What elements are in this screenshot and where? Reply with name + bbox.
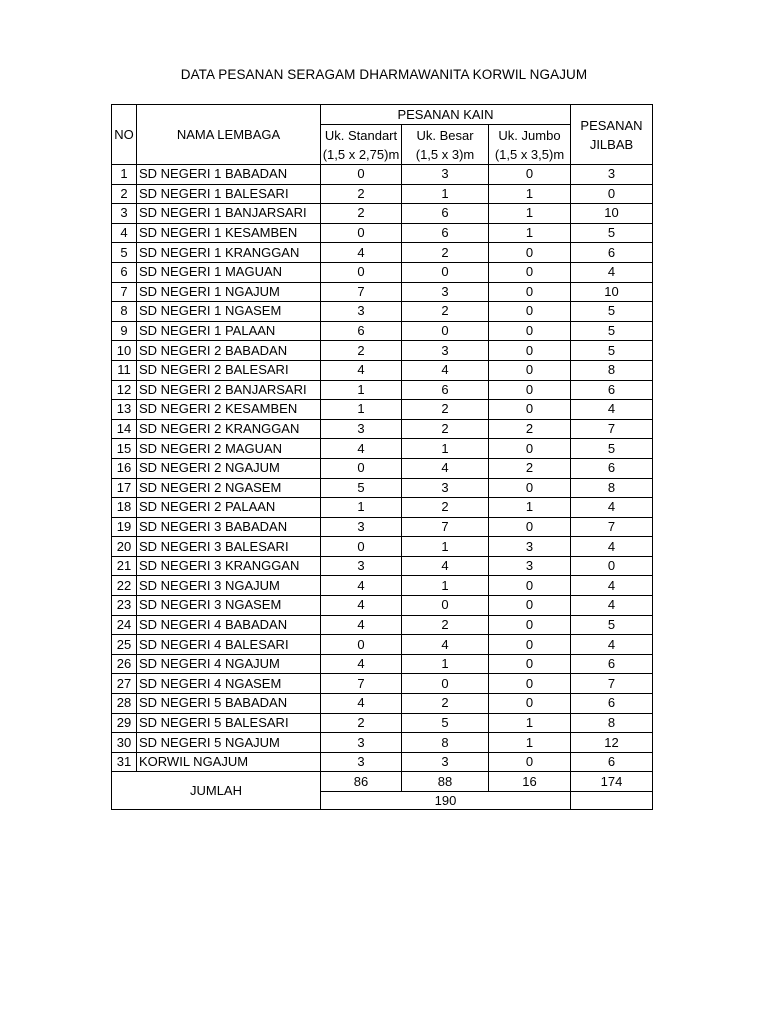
header-standart-line1: Uk. Standart (324, 127, 398, 143)
row-besar: 4 (402, 458, 489, 478)
row-nama-lembaga: SD NEGERI 2 MAGUAN (137, 439, 321, 459)
row-no: 12 (112, 380, 137, 400)
row-no: 26 (112, 654, 137, 674)
row-nama-lembaga: SD NEGERI 2 NGAJUM (137, 458, 321, 478)
table-row (112, 517, 653, 537)
row-jumbo: 0 (489, 321, 571, 341)
row-no: 4 (112, 223, 137, 243)
row-besar: 4 (402, 635, 489, 655)
row-jumbo: 0 (489, 341, 571, 361)
row-standart: 2 (321, 341, 402, 361)
header-no: NO (112, 105, 137, 165)
row-standart: 6 (321, 321, 402, 341)
row-standart: 1 (321, 400, 402, 420)
table-row (112, 596, 653, 616)
row-jumbo: 0 (489, 380, 571, 400)
row-no: 29 (112, 713, 137, 733)
row-jilbab: 6 (571, 243, 653, 263)
total-label: JUMLAH (112, 772, 321, 810)
row-besar: 0 (402, 321, 489, 341)
row-nama-lembaga: SD NEGERI 5 BALESARI (137, 713, 321, 733)
header-pesanan-jilbab (571, 105, 653, 165)
header-uk-standart (321, 125, 402, 165)
total-kain-combined: 190 (321, 792, 571, 810)
row-besar: 2 (402, 302, 489, 322)
row-jilbab: 4 (571, 635, 653, 655)
total-besar: 88 (402, 772, 489, 792)
table-row (112, 302, 653, 322)
row-besar: 4 (402, 556, 489, 576)
row-jumbo: 1 (489, 713, 571, 733)
row-nama-lembaga: SD NEGERI 2 BALESARI (137, 360, 321, 380)
row-nama-lembaga: SD NEGERI 1 PALAAN (137, 321, 321, 341)
row-nama-lembaga: SD NEGERI 4 BALESARI (137, 635, 321, 655)
table-row (112, 184, 653, 204)
total-standart: 86 (321, 772, 402, 792)
row-standart: 4 (321, 576, 402, 596)
header-besar-line2: (1,5 x 3)m (415, 146, 475, 162)
row-standart: 0 (321, 262, 402, 282)
row-no: 1 (112, 165, 137, 185)
orders-table (111, 104, 653, 810)
row-jumbo: 1 (489, 733, 571, 753)
row-besar: 3 (402, 752, 489, 772)
row-nama-lembaga: KORWIL NGAJUM (137, 752, 321, 772)
row-jumbo: 0 (489, 243, 571, 263)
row-no: 16 (112, 458, 137, 478)
row-nama-lembaga: SD NEGERI 4 BABADAN (137, 615, 321, 635)
row-jilbab: 0 (571, 556, 653, 576)
row-jumbo: 0 (489, 674, 571, 694)
row-jilbab: 5 (571, 302, 653, 322)
row-nama-lembaga: SD NEGERI 1 NGAJUM (137, 282, 321, 302)
header-jumbo-line1: Uk. Jumbo (498, 127, 561, 143)
row-no: 24 (112, 615, 137, 635)
row-besar: 6 (402, 380, 489, 400)
row-jumbo: 2 (489, 419, 571, 439)
table-row (112, 458, 653, 478)
row-standart: 3 (321, 556, 402, 576)
row-jumbo: 0 (489, 360, 571, 380)
row-no: 3 (112, 204, 137, 224)
row-nama-lembaga: SD NEGERI 1 BALESARI (137, 184, 321, 204)
row-jilbab: 6 (571, 654, 653, 674)
row-jumbo: 0 (489, 596, 571, 616)
row-besar: 2 (402, 243, 489, 263)
row-jumbo: 1 (489, 498, 571, 518)
row-no: 23 (112, 596, 137, 616)
header-uk-besar (402, 125, 489, 165)
row-jilbab: 0 (571, 184, 653, 204)
row-jilbab: 6 (571, 694, 653, 714)
row-jilbab: 4 (571, 400, 653, 420)
row-nama-lembaga: SD NEGERI 3 BALESARI (137, 537, 321, 557)
row-standart: 1 (321, 380, 402, 400)
row-no: 27 (112, 674, 137, 694)
row-standart: 4 (321, 439, 402, 459)
row-no: 15 (112, 439, 137, 459)
row-no: 20 (112, 537, 137, 557)
row-jilbab: 7 (571, 674, 653, 694)
row-nama-lembaga: SD NEGERI 3 BABADAN (137, 517, 321, 537)
row-nama-lembaga: SD NEGERI 1 KRANGGAN (137, 243, 321, 263)
row-standart: 4 (321, 360, 402, 380)
row-no: 28 (112, 694, 137, 714)
row-standart: 0 (321, 537, 402, 557)
row-jilbab: 5 (571, 615, 653, 635)
row-no: 2 (112, 184, 137, 204)
row-nama-lembaga: SD NEGERI 2 KRANGGAN (137, 419, 321, 439)
row-nama-lembaga: SD NEGERI 3 NGASEM (137, 596, 321, 616)
row-jumbo: 0 (489, 302, 571, 322)
header-uk-jumbo (489, 125, 571, 165)
row-besar: 1 (402, 576, 489, 596)
table-row (112, 262, 653, 282)
row-nama-lembaga: SD NEGERI 2 PALAAN (137, 498, 321, 518)
row-jumbo: 0 (489, 517, 571, 537)
row-no: 19 (112, 517, 137, 537)
table-row (112, 635, 653, 655)
row-nama-lembaga: SD NEGERI 2 BABADAN (137, 341, 321, 361)
table-row (112, 321, 653, 341)
row-standart: 3 (321, 752, 402, 772)
row-jilbab: 5 (571, 223, 653, 243)
row-jilbab: 4 (571, 576, 653, 596)
row-besar: 3 (402, 165, 489, 185)
table-row (112, 713, 653, 733)
row-nama-lembaga: SD NEGERI 1 KESAMBEN (137, 223, 321, 243)
table-row (112, 498, 653, 518)
row-besar: 3 (402, 282, 489, 302)
row-standart: 0 (321, 223, 402, 243)
row-besar: 1 (402, 184, 489, 204)
row-no: 14 (112, 419, 137, 439)
table-row (112, 674, 653, 694)
row-no: 18 (112, 498, 137, 518)
row-jilbab: 5 (571, 439, 653, 459)
table-row (112, 419, 653, 439)
row-jumbo: 3 (489, 537, 571, 557)
row-nama-lembaga: SD NEGERI 3 KRANGGAN (137, 556, 321, 576)
row-no: 5 (112, 243, 137, 263)
row-jilbab: 6 (571, 752, 653, 772)
row-standart: 0 (321, 635, 402, 655)
row-nama-lembaga: SD NEGERI 1 NGASEM (137, 302, 321, 322)
row-nama-lembaga: SD NEGERI 2 NGASEM (137, 478, 321, 498)
row-jilbab: 7 (571, 517, 653, 537)
row-no: 25 (112, 635, 137, 655)
row-no: 7 (112, 282, 137, 302)
row-standart: 0 (321, 458, 402, 478)
row-jilbab: 10 (571, 282, 653, 302)
table-row (112, 223, 653, 243)
row-besar: 7 (402, 517, 489, 537)
row-nama-lembaga: SD NEGERI 2 BANJARSARI (137, 380, 321, 400)
row-standart: 3 (321, 733, 402, 753)
row-besar: 2 (402, 694, 489, 714)
row-jumbo: 1 (489, 204, 571, 224)
header-pesanan-kain: PESANAN KAIN (321, 105, 571, 125)
row-jilbab: 8 (571, 478, 653, 498)
header-standart-line2: (1,5 x 2,75)m (322, 146, 400, 162)
row-jilbab: 6 (571, 458, 653, 478)
total-jumbo: 16 (489, 772, 571, 792)
table-row (112, 439, 653, 459)
row-standart: 4 (321, 596, 402, 616)
row-besar: 2 (402, 498, 489, 518)
row-jilbab: 5 (571, 321, 653, 341)
row-nama-lembaga: SD NEGERI 4 NGASEM (137, 674, 321, 694)
row-besar: 6 (402, 204, 489, 224)
row-besar: 2 (402, 419, 489, 439)
document-title: DATA PESANAN SERAGAM DHARMAWANITA KORWIL NGAJUM (180, 67, 588, 82)
row-nama-lembaga: SD NEGERI 1 BABADAN (137, 165, 321, 185)
table-row (112, 733, 653, 753)
header-nama-lembaga: NAMA LEMBAGA (137, 105, 321, 165)
row-nama-lembaga: SD NEGERI 5 BABADAN (137, 694, 321, 714)
row-jumbo: 1 (489, 223, 571, 243)
row-jumbo: 0 (489, 615, 571, 635)
row-jilbab: 5 (571, 341, 653, 361)
row-jumbo: 0 (489, 635, 571, 655)
table-row (112, 694, 653, 714)
row-no: 11 (112, 360, 137, 380)
row-no: 21 (112, 556, 137, 576)
row-jumbo: 0 (489, 576, 571, 596)
row-jilbab: 4 (571, 596, 653, 616)
row-standart: 4 (321, 243, 402, 263)
row-no: 9 (112, 321, 137, 341)
row-nama-lembaga: SD NEGERI 3 NGAJUM (137, 576, 321, 596)
row-besar: 2 (402, 400, 489, 420)
row-jumbo: 0 (489, 282, 571, 302)
table-row (112, 341, 653, 361)
table-row (112, 615, 653, 635)
row-jumbo: 0 (489, 654, 571, 674)
row-besar: 0 (402, 596, 489, 616)
total-row (112, 772, 653, 792)
row-jumbo: 0 (489, 400, 571, 420)
table-row (112, 478, 653, 498)
row-standart: 2 (321, 184, 402, 204)
row-no: 31 (112, 752, 137, 772)
table-row (112, 556, 653, 576)
row-standart: 3 (321, 302, 402, 322)
row-standart: 4 (321, 654, 402, 674)
row-jumbo: 0 (489, 694, 571, 714)
row-jumbo: 0 (489, 752, 571, 772)
table-row (112, 282, 653, 302)
row-standart: 7 (321, 282, 402, 302)
header-jilbab-line2: JILBAB (589, 136, 634, 152)
row-no: 17 (112, 478, 137, 498)
row-no: 13 (112, 400, 137, 420)
table-row (112, 752, 653, 772)
row-besar: 6 (402, 223, 489, 243)
row-besar: 0 (402, 262, 489, 282)
table-row (112, 537, 653, 557)
row-standart: 1 (321, 498, 402, 518)
row-nama-lembaga: SD NEGERI 1 MAGUAN (137, 262, 321, 282)
row-jilbab: 4 (571, 537, 653, 557)
row-besar: 5 (402, 713, 489, 733)
row-standart: 2 (321, 204, 402, 224)
row-nama-lembaga: SD NEGERI 2 KESAMBEN (137, 400, 321, 420)
table-row (112, 654, 653, 674)
header-jilbab-line1: PESANAN (580, 117, 643, 133)
row-jilbab: 4 (571, 498, 653, 518)
row-jilbab: 6 (571, 380, 653, 400)
row-besar: 0 (402, 674, 489, 694)
row-no: 8 (112, 302, 137, 322)
table-row (112, 380, 653, 400)
row-standart: 3 (321, 419, 402, 439)
header-besar-line1: Uk. Besar (416, 127, 474, 143)
row-besar: 2 (402, 615, 489, 635)
total-jilbab: 174 (571, 772, 653, 792)
row-besar: 1 (402, 537, 489, 557)
row-no: 10 (112, 341, 137, 361)
row-jilbab: 10 (571, 204, 653, 224)
row-besar: 3 (402, 341, 489, 361)
table-row (112, 243, 653, 263)
table-row (112, 360, 653, 380)
row-besar: 4 (402, 360, 489, 380)
row-no: 6 (112, 262, 137, 282)
row-jumbo: 0 (489, 439, 571, 459)
row-jilbab: 12 (571, 733, 653, 753)
row-nama-lembaga: SD NEGERI 1 BANJARSARI (137, 204, 321, 224)
row-jilbab: 7 (571, 419, 653, 439)
table-row (112, 165, 653, 185)
row-no: 30 (112, 733, 137, 753)
row-besar: 1 (402, 654, 489, 674)
row-standart: 4 (321, 694, 402, 714)
table-row (112, 400, 653, 420)
row-jilbab: 8 (571, 360, 653, 380)
row-standart: 0 (321, 165, 402, 185)
row-besar: 8 (402, 733, 489, 753)
table-row (112, 204, 653, 224)
header-row-1 (112, 105, 653, 125)
row-besar: 3 (402, 478, 489, 498)
table-row (112, 576, 653, 596)
row-jumbo: 0 (489, 262, 571, 282)
row-besar: 1 (402, 439, 489, 459)
row-jumbo: 0 (489, 165, 571, 185)
row-standart: 2 (321, 713, 402, 733)
row-nama-lembaga: SD NEGERI 5 NGAJUM (137, 733, 321, 753)
header-jumbo-line2: (1,5 x 3,5)m (494, 146, 565, 162)
total-empty-cell (571, 792, 653, 810)
row-jumbo: 1 (489, 184, 571, 204)
row-standart: 7 (321, 674, 402, 694)
row-jumbo: 0 (489, 478, 571, 498)
row-jumbo: 3 (489, 556, 571, 576)
row-standart: 4 (321, 615, 402, 635)
row-jilbab: 8 (571, 713, 653, 733)
row-jilbab: 4 (571, 262, 653, 282)
row-jumbo: 2 (489, 458, 571, 478)
row-nama-lembaga: SD NEGERI 4 NGAJUM (137, 654, 321, 674)
row-standart: 5 (321, 478, 402, 498)
row-standart: 3 (321, 517, 402, 537)
row-no: 22 (112, 576, 137, 596)
row-jilbab: 3 (571, 165, 653, 185)
